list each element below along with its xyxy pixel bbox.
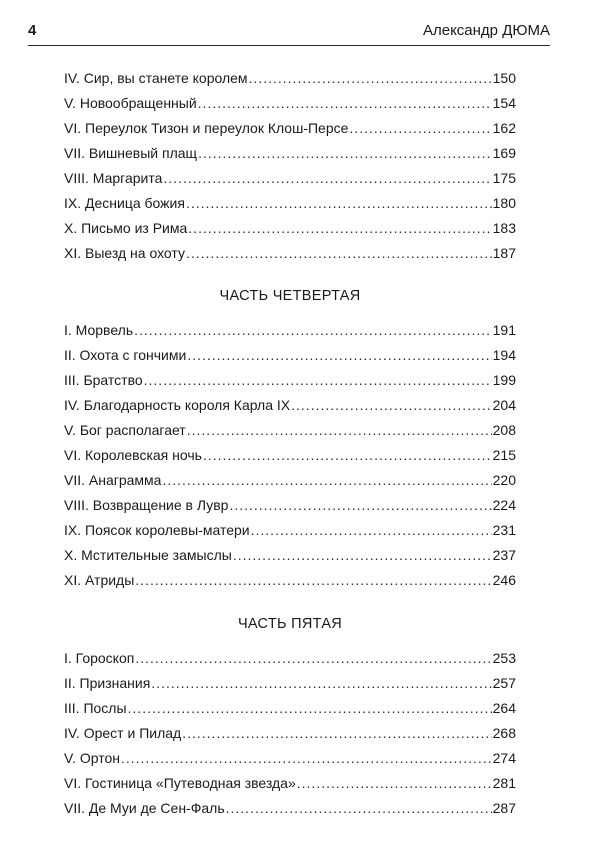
dot-leader xyxy=(187,343,491,368)
toc-entry xyxy=(64,418,516,443)
toc-entry xyxy=(64,393,516,418)
dot-leader xyxy=(251,518,492,543)
toc-entry-page: 253 xyxy=(492,650,516,666)
toc-entry-page: 180 xyxy=(492,195,516,211)
toc-entry-page: 264 xyxy=(492,700,516,716)
dot-leader xyxy=(186,191,492,216)
toc-entry-title: VII. Анаграмма xyxy=(64,472,162,488)
part-heading-four: ЧАСТЬ ЧЕТВЕРТАЯ xyxy=(219,288,361,304)
dot-leader xyxy=(186,241,492,266)
toc-entry-page: 281 xyxy=(492,775,516,791)
dot-leader xyxy=(121,746,492,771)
toc-entry xyxy=(64,241,516,266)
toc-entry xyxy=(64,191,516,216)
dot-leader xyxy=(349,116,491,141)
dot-leader xyxy=(226,796,492,821)
toc-entry xyxy=(64,796,516,821)
toc-entry xyxy=(64,543,516,568)
dot-leader xyxy=(182,721,491,746)
toc-entry-title: VI. Королевская ночь xyxy=(64,447,202,463)
toc-entry-title: XI. Атриды xyxy=(64,572,135,588)
toc-section-part-five xyxy=(64,646,516,821)
toc-entry xyxy=(64,141,516,166)
toc-entry xyxy=(64,116,516,141)
toc-entry xyxy=(64,66,516,91)
toc-entry-title: III. Братство xyxy=(64,372,143,388)
toc-entry-page: 191 xyxy=(492,322,516,338)
running-title: Александр ДЮМА xyxy=(422,22,550,39)
dot-leader xyxy=(135,646,491,671)
toc-section-part-three-end xyxy=(64,66,516,266)
toc-entry-page: 175 xyxy=(492,170,516,186)
toc-entry-page: 169 xyxy=(492,145,516,161)
toc-entry xyxy=(64,468,516,493)
dot-leader xyxy=(144,368,492,393)
toc-entry-title: VI. Гостиница «Путеводная звезда» xyxy=(64,775,296,791)
toc-entry-title: IX. Десница божия xyxy=(64,195,185,211)
toc-entry xyxy=(64,216,516,241)
part-heading-five: ЧАСТЬ ПЯТАЯ xyxy=(237,616,343,632)
toc-entry xyxy=(64,368,516,393)
toc-entry-title: VI. Переулок Тизон и переулок Клош-Персе xyxy=(64,120,349,136)
toc-entry-title: IV. Сир, вы станете королем xyxy=(64,70,248,86)
toc-entry xyxy=(64,671,516,696)
dot-leader xyxy=(162,468,491,493)
toc-entry xyxy=(64,721,516,746)
toc-entry-title: IV. Орест и Пилад xyxy=(64,725,182,741)
dot-leader xyxy=(151,671,491,696)
toc-entry-title: V. Ортон xyxy=(64,750,120,766)
toc-entry xyxy=(64,568,516,593)
dot-leader xyxy=(198,141,492,166)
toc-entry-page: 287 xyxy=(492,800,516,816)
toc-entry-title: VIII. Маргарита xyxy=(64,170,163,186)
toc-entry-title: IV. Благодарность короля Карла IX xyxy=(64,397,291,413)
dot-leader xyxy=(163,166,491,191)
toc-entry xyxy=(64,771,516,796)
toc-entry-page: 183 xyxy=(492,220,516,236)
toc-entry-page: 187 xyxy=(492,245,516,261)
toc-entry-page: 246 xyxy=(492,572,516,588)
dot-leader xyxy=(134,318,492,343)
toc-entry-title: V. Бог располагает xyxy=(64,422,186,438)
toc-entry xyxy=(64,746,516,771)
toc-entry-page: 237 xyxy=(492,547,516,563)
dot-leader xyxy=(188,216,491,241)
dot-leader xyxy=(187,418,492,443)
toc-entry-page: 268 xyxy=(492,725,516,741)
toc-entry-title: II. Признания xyxy=(64,675,151,691)
toc-entry-page: 150 xyxy=(492,70,516,86)
toc-entry-title: I. Гороскоп xyxy=(64,650,135,666)
toc-entry xyxy=(64,696,516,721)
dot-leader xyxy=(249,66,492,91)
dot-leader xyxy=(233,543,492,568)
dot-leader xyxy=(229,493,491,518)
toc-entry-page: 274 xyxy=(492,750,516,766)
toc-entry xyxy=(64,443,516,468)
toc-entry-title: VII. Вишневый плащ xyxy=(64,145,198,161)
toc-entry xyxy=(64,343,516,368)
toc-entry-page: 220 xyxy=(492,472,516,488)
toc-entry-title: XI. Выезд на охоту xyxy=(64,245,185,261)
dot-leader xyxy=(291,393,492,418)
toc-entry-page: 231 xyxy=(492,522,516,538)
dot-leader xyxy=(198,91,492,116)
toc-entry-title: VII. Де Муи де Сен-Фаль xyxy=(64,800,225,816)
toc-entry-page: 199 xyxy=(492,372,516,388)
toc-entry xyxy=(64,493,516,518)
toc-entry-page: 215 xyxy=(492,447,516,463)
toc-entry-page: 208 xyxy=(492,422,516,438)
toc-entry xyxy=(64,166,516,191)
toc-entry-title: VIII. Возвращение в Лувр xyxy=(64,497,229,513)
toc-entry-page: 257 xyxy=(492,675,516,691)
header-rule xyxy=(28,45,550,46)
toc-entry-title: IX. Поясок королевы-матери xyxy=(64,522,250,538)
toc-entry xyxy=(64,518,516,543)
dot-leader xyxy=(135,568,491,593)
toc-entry-title: II. Охота с гончими xyxy=(64,347,187,363)
toc-entry-page: 154 xyxy=(492,95,516,111)
toc-entry-page: 224 xyxy=(492,497,516,513)
toc-entry-title: X. Мстительные замыслы xyxy=(64,547,232,563)
dot-leader xyxy=(128,696,492,721)
toc-entry xyxy=(64,91,516,116)
page-number: 4 xyxy=(28,22,37,39)
toc-section-part-four xyxy=(64,318,516,593)
toc-entry-page: 194 xyxy=(492,347,516,363)
dot-leader xyxy=(297,771,492,796)
dot-leader xyxy=(203,443,492,468)
toc-entry-page: 162 xyxy=(492,120,516,136)
toc-entry-title: X. Письмо из Рима xyxy=(64,220,188,236)
page-header xyxy=(28,18,550,48)
toc-entry xyxy=(64,646,516,671)
toc-entry xyxy=(64,318,516,343)
toc-entry-title: I. Морвель xyxy=(64,322,134,338)
toc-entry-title: V. Новообращенный xyxy=(64,95,197,111)
toc-entry-title: III. Послы xyxy=(64,700,127,716)
toc-entry-page: 204 xyxy=(492,397,516,413)
